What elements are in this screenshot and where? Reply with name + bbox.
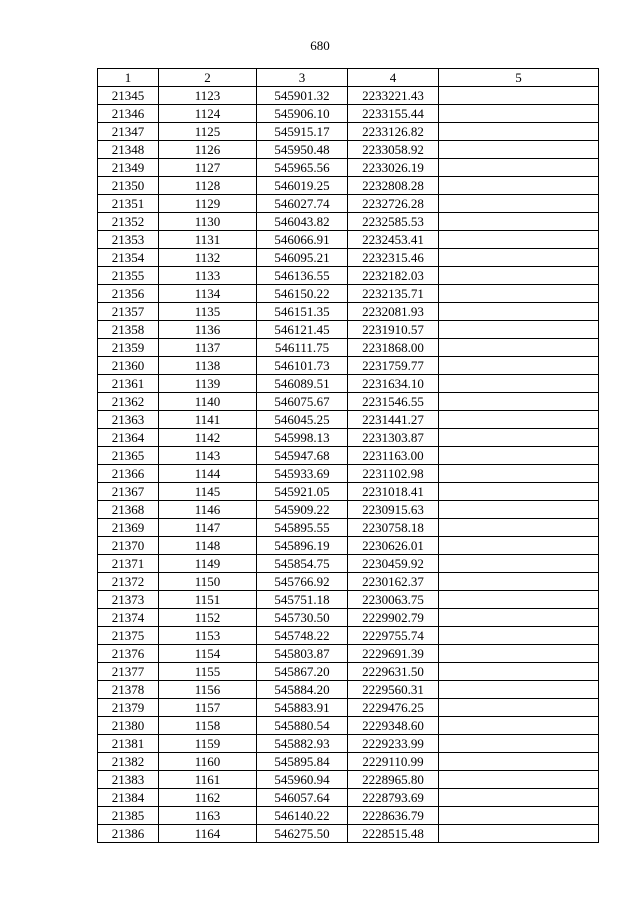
x-coordinate-cell: 546045.25: [257, 411, 348, 429]
table-row: [98, 375, 599, 393]
x-coordinate-cell: 545884.20: [257, 681, 348, 699]
x-coordinate-cell: 546095.21: [257, 249, 348, 267]
sequence-cell: 1163: [159, 807, 257, 825]
sequence-cell: 1132: [159, 249, 257, 267]
sequence-cell: 1152: [159, 609, 257, 627]
page-number: 680: [310, 38, 330, 53]
sequence-cell: 1130: [159, 213, 257, 231]
sequence-cell: 1131: [159, 231, 257, 249]
y-coordinate-cell: 2233221.43: [348, 87, 439, 105]
y-coordinate-cell: 2230626.01: [348, 537, 439, 555]
table-row: [98, 303, 599, 321]
table-row: [98, 717, 599, 735]
sequence-cell: 1143: [159, 447, 257, 465]
note-cell: [439, 321, 599, 339]
table-row: [98, 807, 599, 825]
table-row: [98, 195, 599, 213]
note-cell: [439, 501, 599, 519]
x-coordinate-cell: 545896.19: [257, 537, 348, 555]
column-header-4: 4: [348, 69, 439, 87]
sequence-cell: 1162: [159, 789, 257, 807]
table-row: [98, 663, 599, 681]
point-id-cell: 21362: [98, 393, 159, 411]
note-cell: [439, 339, 599, 357]
note-cell: [439, 609, 599, 627]
point-id-cell: 21377: [98, 663, 159, 681]
point-id-cell: 21347: [98, 123, 159, 141]
table-row: [98, 123, 599, 141]
table-row: [98, 609, 599, 627]
table-row: [98, 105, 599, 123]
coordinates-table: [97, 68, 599, 843]
x-coordinate-cell: 545854.75: [257, 555, 348, 573]
point-id-cell: 21376: [98, 645, 159, 663]
sequence-cell: 1133: [159, 267, 257, 285]
sequence-cell: 1159: [159, 735, 257, 753]
point-id-cell: 21355: [98, 267, 159, 285]
x-coordinate-cell: 545867.20: [257, 663, 348, 681]
y-coordinate-cell: 2232585.53: [348, 213, 439, 231]
note-cell: [439, 231, 599, 249]
note-cell: [439, 735, 599, 753]
note-cell: [439, 87, 599, 105]
x-coordinate-cell: 546066.91: [257, 231, 348, 249]
point-id-cell: 21372: [98, 573, 159, 591]
point-id-cell: 21366: [98, 465, 159, 483]
table-row: [98, 267, 599, 285]
sequence-cell: 1124: [159, 105, 257, 123]
x-coordinate-cell: 545803.87: [257, 645, 348, 663]
note-cell: [439, 447, 599, 465]
y-coordinate-cell: 2229233.99: [348, 735, 439, 753]
point-id-cell: 21382: [98, 753, 159, 771]
sequence-cell: 1150: [159, 573, 257, 591]
x-coordinate-cell: 546057.64: [257, 789, 348, 807]
note-cell: [439, 573, 599, 591]
note-cell: [439, 537, 599, 555]
y-coordinate-cell: 2230915.63: [348, 501, 439, 519]
x-coordinate-cell: 545880.54: [257, 717, 348, 735]
sequence-cell: 1146: [159, 501, 257, 519]
table-row: [98, 699, 599, 717]
y-coordinate-cell: 2233155.44: [348, 105, 439, 123]
point-id-cell: 21368: [98, 501, 159, 519]
x-coordinate-cell: 545965.56: [257, 159, 348, 177]
point-id-cell: 21356: [98, 285, 159, 303]
note-cell: [439, 555, 599, 573]
sequence-cell: 1144: [159, 465, 257, 483]
point-id-cell: 21349: [98, 159, 159, 177]
y-coordinate-cell: 2229348.60: [348, 717, 439, 735]
y-coordinate-cell: 2233126.82: [348, 123, 439, 141]
note-cell: [439, 267, 599, 285]
y-coordinate-cell: 2231102.98: [348, 465, 439, 483]
y-coordinate-cell: 2232726.28: [348, 195, 439, 213]
sequence-cell: 1134: [159, 285, 257, 303]
table-row: [98, 447, 599, 465]
table-row: [98, 771, 599, 789]
y-coordinate-cell: 2228793.69: [348, 789, 439, 807]
y-coordinate-cell: 2228515.48: [348, 825, 439, 843]
table-row: [98, 285, 599, 303]
x-coordinate-cell: 546121.45: [257, 321, 348, 339]
note-cell: [439, 375, 599, 393]
point-id-cell: 21373: [98, 591, 159, 609]
note-cell: [439, 177, 599, 195]
x-coordinate-cell: 546111.75: [257, 339, 348, 357]
y-coordinate-cell: 2232453.41: [348, 231, 439, 249]
x-coordinate-cell: 545998.13: [257, 429, 348, 447]
note-cell: [439, 789, 599, 807]
note-cell: [439, 699, 599, 717]
point-id-cell: 21374: [98, 609, 159, 627]
y-coordinate-cell: 2230162.37: [348, 573, 439, 591]
y-coordinate-cell: 2229755.74: [348, 627, 439, 645]
y-coordinate-cell: 2232135.71: [348, 285, 439, 303]
sequence-cell: 1138: [159, 357, 257, 375]
note-cell: [439, 429, 599, 447]
point-id-cell: 21369: [98, 519, 159, 537]
point-id-cell: 21348: [98, 141, 159, 159]
sequence-cell: 1128: [159, 177, 257, 195]
x-coordinate-cell: 545947.68: [257, 447, 348, 465]
point-id-cell: 21365: [98, 447, 159, 465]
x-coordinate-cell: 546075.67: [257, 393, 348, 411]
x-coordinate-cell: 545895.55: [257, 519, 348, 537]
x-coordinate-cell: 546089.51: [257, 375, 348, 393]
table-row: [98, 231, 599, 249]
y-coordinate-cell: 2230758.18: [348, 519, 439, 537]
x-coordinate-cell: 545901.32: [257, 87, 348, 105]
table-row: [98, 501, 599, 519]
point-id-cell: 21354: [98, 249, 159, 267]
column-header-2: 2: [159, 69, 257, 87]
point-id-cell: 21346: [98, 105, 159, 123]
x-coordinate-cell: 546150.22: [257, 285, 348, 303]
table-row: [98, 159, 599, 177]
y-coordinate-cell: 2229476.25: [348, 699, 439, 717]
x-coordinate-cell: 545751.18: [257, 591, 348, 609]
point-id-cell: 21378: [98, 681, 159, 699]
table-row: [98, 519, 599, 537]
point-id-cell: 21351: [98, 195, 159, 213]
sequence-cell: 1156: [159, 681, 257, 699]
point-id-cell: 21367: [98, 483, 159, 501]
note-cell: [439, 663, 599, 681]
note-cell: [439, 105, 599, 123]
y-coordinate-cell: 2230459.92: [348, 555, 439, 573]
note-cell: [439, 771, 599, 789]
note-cell: [439, 519, 599, 537]
x-coordinate-cell: 545906.10: [257, 105, 348, 123]
point-id-cell: 21353: [98, 231, 159, 249]
x-coordinate-cell: 545960.94: [257, 771, 348, 789]
point-id-cell: 21381: [98, 735, 159, 753]
column-header-1: 1: [98, 69, 159, 87]
y-coordinate-cell: 2231910.57: [348, 321, 439, 339]
x-coordinate-cell: 545883.91: [257, 699, 348, 717]
note-cell: [439, 465, 599, 483]
sequence-cell: 1151: [159, 591, 257, 609]
point-id-cell: 21386: [98, 825, 159, 843]
table-row: [98, 681, 599, 699]
table-row: [98, 177, 599, 195]
y-coordinate-cell: 2229110.99: [348, 753, 439, 771]
x-coordinate-cell: 546140.22: [257, 807, 348, 825]
point-id-cell: 21358: [98, 321, 159, 339]
x-coordinate-cell: 545921.05: [257, 483, 348, 501]
table-row: [98, 213, 599, 231]
note-cell: [439, 141, 599, 159]
table-row: [98, 645, 599, 663]
point-id-cell: 21361: [98, 375, 159, 393]
point-id-cell: 21384: [98, 789, 159, 807]
table-row: [98, 789, 599, 807]
note-cell: [439, 825, 599, 843]
y-coordinate-cell: 2229691.39: [348, 645, 439, 663]
point-id-cell: 21357: [98, 303, 159, 321]
point-id-cell: 21370: [98, 537, 159, 555]
table-row: [98, 627, 599, 645]
point-id-cell: 21359: [98, 339, 159, 357]
y-coordinate-cell: 2229560.31: [348, 681, 439, 699]
note-cell: [439, 681, 599, 699]
x-coordinate-cell: 546043.82: [257, 213, 348, 231]
point-id-cell: 21371: [98, 555, 159, 573]
sequence-cell: 1148: [159, 537, 257, 555]
note-cell: [439, 717, 599, 735]
y-coordinate-cell: 2231868.00: [348, 339, 439, 357]
table-row: [98, 141, 599, 159]
sequence-cell: 1137: [159, 339, 257, 357]
y-coordinate-cell: 2232182.03: [348, 267, 439, 285]
sequence-cell: 1154: [159, 645, 257, 663]
sequence-cell: 1126: [159, 141, 257, 159]
point-id-cell: 21383: [98, 771, 159, 789]
x-coordinate-cell: 546151.35: [257, 303, 348, 321]
sequence-cell: 1127: [159, 159, 257, 177]
sequence-cell: 1142: [159, 429, 257, 447]
note-cell: [439, 591, 599, 609]
y-coordinate-cell: 2231546.55: [348, 393, 439, 411]
y-coordinate-cell: 2233026.19: [348, 159, 439, 177]
y-coordinate-cell: 2231303.87: [348, 429, 439, 447]
sequence-cell: 1164: [159, 825, 257, 843]
table-row: [98, 357, 599, 375]
table-row: [98, 825, 599, 843]
x-coordinate-cell: 545933.69: [257, 465, 348, 483]
sequence-cell: 1139: [159, 375, 257, 393]
y-coordinate-cell: 2232808.28: [348, 177, 439, 195]
table-row: [98, 429, 599, 447]
sequence-cell: 1153: [159, 627, 257, 645]
note-cell: [439, 195, 599, 213]
table-row: [98, 465, 599, 483]
sequence-cell: 1136: [159, 321, 257, 339]
y-coordinate-cell: 2232315.46: [348, 249, 439, 267]
sequence-cell: 1157: [159, 699, 257, 717]
note-cell: [439, 807, 599, 825]
note-cell: [439, 645, 599, 663]
table-row: [98, 339, 599, 357]
note-cell: [439, 357, 599, 375]
sequence-cell: 1161: [159, 771, 257, 789]
point-id-cell: 21352: [98, 213, 159, 231]
table-row: [98, 753, 599, 771]
y-coordinate-cell: 2228965.80: [348, 771, 439, 789]
note-cell: [439, 213, 599, 231]
table-row: [98, 321, 599, 339]
table-row: [98, 573, 599, 591]
note-cell: [439, 249, 599, 267]
y-coordinate-cell: 2231441.27: [348, 411, 439, 429]
point-id-cell: 21385: [98, 807, 159, 825]
x-coordinate-cell: 546275.50: [257, 825, 348, 843]
point-id-cell: 21363: [98, 411, 159, 429]
sequence-cell: 1145: [159, 483, 257, 501]
x-coordinate-cell: 546019.25: [257, 177, 348, 195]
x-coordinate-cell: 545909.22: [257, 501, 348, 519]
x-coordinate-cell: 545766.92: [257, 573, 348, 591]
x-coordinate-cell: 546027.74: [257, 195, 348, 213]
y-coordinate-cell: 2231759.77: [348, 357, 439, 375]
x-coordinate-cell: 545895.84: [257, 753, 348, 771]
y-coordinate-cell: 2232081.93: [348, 303, 439, 321]
note-cell: [439, 483, 599, 501]
point-id-cell: 21345: [98, 87, 159, 105]
x-coordinate-cell: 545882.93: [257, 735, 348, 753]
table-row: [98, 411, 599, 429]
table-row: [98, 393, 599, 411]
point-id-cell: 21380: [98, 717, 159, 735]
note-cell: [439, 123, 599, 141]
table-row: [98, 735, 599, 753]
sequence-cell: 1125: [159, 123, 257, 141]
table-row: [98, 555, 599, 573]
table-row: [98, 591, 599, 609]
note-cell: [439, 303, 599, 321]
sequence-cell: 1135: [159, 303, 257, 321]
sequence-cell: 1147: [159, 519, 257, 537]
note-cell: [439, 627, 599, 645]
y-coordinate-cell: 2228636.79: [348, 807, 439, 825]
y-coordinate-cell: 2231018.41: [348, 483, 439, 501]
point-id-cell: 21350: [98, 177, 159, 195]
note-cell: [439, 393, 599, 411]
note-cell: [439, 411, 599, 429]
sequence-cell: 1123: [159, 87, 257, 105]
sequence-cell: 1141: [159, 411, 257, 429]
y-coordinate-cell: 2231163.00: [348, 447, 439, 465]
note-cell: [439, 285, 599, 303]
sequence-cell: 1155: [159, 663, 257, 681]
x-coordinate-cell: 545730.50: [257, 609, 348, 627]
table-body: [98, 87, 599, 843]
note-cell: [439, 753, 599, 771]
x-coordinate-cell: 545915.17: [257, 123, 348, 141]
sequence-cell: 1140: [159, 393, 257, 411]
sequence-cell: 1129: [159, 195, 257, 213]
sequence-cell: 1160: [159, 753, 257, 771]
sequence-cell: 1149: [159, 555, 257, 573]
x-coordinate-cell: 545748.22: [257, 627, 348, 645]
table-row: [98, 537, 599, 555]
point-id-cell: 21379: [98, 699, 159, 717]
table-row: [98, 249, 599, 267]
column-header-5: 5: [439, 69, 599, 87]
y-coordinate-cell: 2230063.75: [348, 591, 439, 609]
y-coordinate-cell: 2229902.79: [348, 609, 439, 627]
point-id-cell: 21360: [98, 357, 159, 375]
x-coordinate-cell: 546136.55: [257, 267, 348, 285]
x-coordinate-cell: 546101.73: [257, 357, 348, 375]
y-coordinate-cell: 2233058.92: [348, 141, 439, 159]
table-row: [98, 87, 599, 105]
point-id-cell: 21375: [98, 627, 159, 645]
x-coordinate-cell: 545950.48: [257, 141, 348, 159]
column-header-3: 3: [257, 69, 348, 87]
table-row: [98, 483, 599, 501]
sequence-cell: 1158: [159, 717, 257, 735]
point-id-cell: 21364: [98, 429, 159, 447]
y-coordinate-cell: 2231634.10: [348, 375, 439, 393]
y-coordinate-cell: 2229631.50: [348, 663, 439, 681]
table-header-row: [98, 69, 599, 87]
note-cell: [439, 159, 599, 177]
